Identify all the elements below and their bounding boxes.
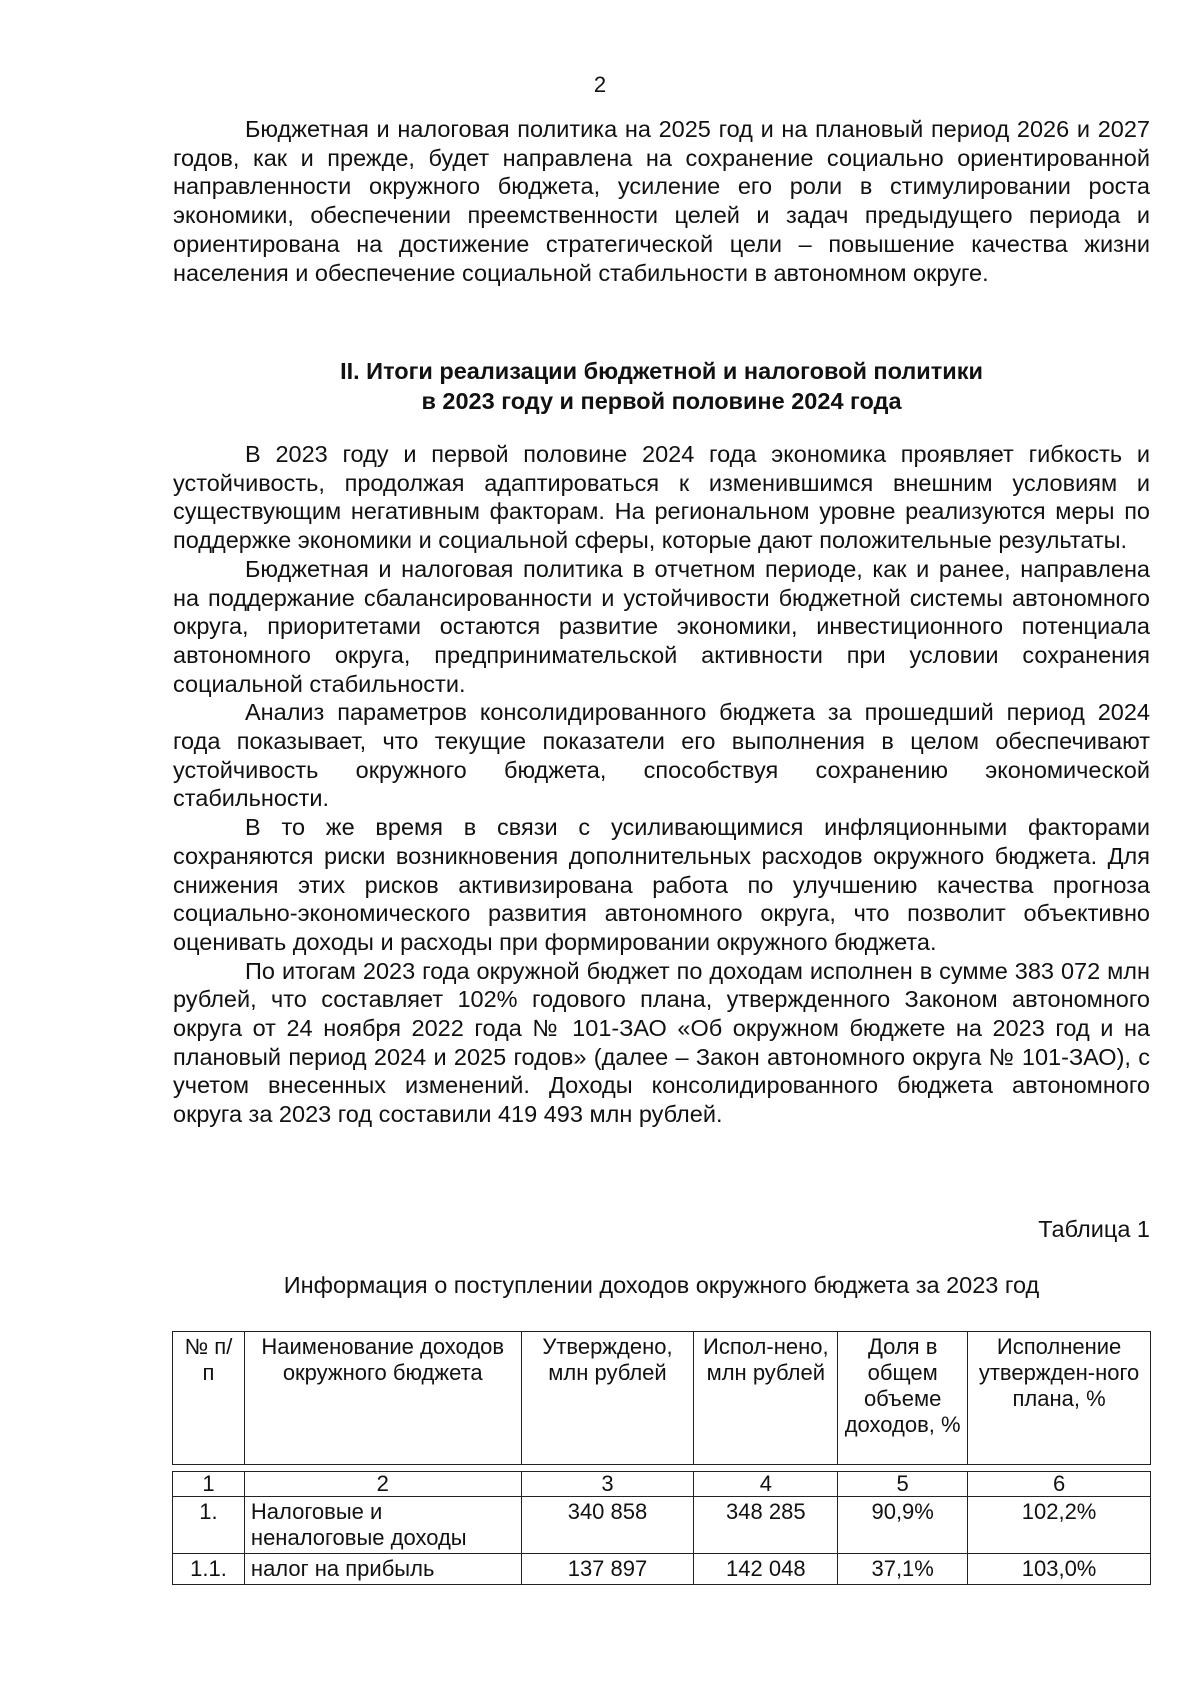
- row-plan-execution: 102,2%: [968, 1497, 1151, 1554]
- table-row: [173, 1497, 1151, 1554]
- row-number: 1.1.: [173, 1554, 245, 1585]
- column-number: 4: [694, 1472, 838, 1497]
- header-cell: Наименование доходов окружного бюджета: [244, 1332, 521, 1465]
- header-cell: № п/п: [173, 1332, 245, 1465]
- section-heading-line2: в 2023 году и первой половине 2024 года: [421, 388, 902, 414]
- row-share: 37,1%: [838, 1554, 968, 1585]
- paragraph: Бюджетная и налоговая политика в отчетном периоде, как и ранее, направлена на поддержание сбалансированности и устойчивости бюджетной системы автономного округа, приоритетами остаются развитие экономики, инвестиционного потенциала автономного округа, предпринимательской активности при условии сохранения социальной стабильности.: [173, 555, 1150, 697]
- paragraph: В 2023 году и первой половине 2024 года экономика проявляет гибкость и устойчивость, продолжая адаптироваться к изменившимся внешним условиям и существующим негативным факторам. На региональном уровне реализуются меры по поддержке экономики и социальной сферы, которые дают положительные результаты.: [173, 441, 1150, 554]
- column-number: 1: [173, 1472, 245, 1497]
- row-executed: 348 285: [694, 1497, 838, 1554]
- column-number: 6: [968, 1472, 1151, 1497]
- header-cell: Утверждено, млн рублей: [521, 1332, 694, 1465]
- row-name: налог на прибыль: [244, 1554, 521, 1585]
- table-title: Информация о поступлении доходов окружного бюджета за 2023 год: [283, 1272, 1040, 1298]
- column-number: 2: [244, 1472, 521, 1497]
- paragraph: В то же время в связи с усиливающимися инфляционными факторами сохраняются риски возникновения дополнительных расходов окружного бюджета. Для снижения этих рисков активизирована работа по улучшению качества прогноза социально-экономического развития автономного округа, что позволит объективно оценивать доходы и расходы при формировании окружного бюджета.: [173, 814, 1150, 955]
- column-number-row: [173, 1472, 1151, 1497]
- paragraph: По итогам 2023 года окружной бюджет по доходам исполнен в сумме 383 072 млн рублей, что составляет 102% годового плана, утвержденного Законом автономного округа от 24 ноября 2022 года № 101-ЗАО «Об окружном бюджете на 2023 год и на плановый период 2024 и 2025 годов» (далее – Закон автономного округа № 101-ЗАО), с учетом внесенных изменений. Доходы консолидированного бюджета автономного округа за 2023 год составили 419 493 млн рублей.: [173, 957, 1150, 1128]
- row-number: 1.: [173, 1497, 245, 1554]
- header-cell: Исполнение утвержден-ного плана, %: [968, 1332, 1151, 1465]
- table-separator: [173, 1465, 1151, 1472]
- header-cell: Испол-нено, млн рублей: [694, 1332, 838, 1465]
- section-heading: [173, 356, 1150, 416]
- intro-paragraph: Бюджетная и налоговая политика на 2025 год и на плановый период 2026 и 2027 годов, как и прежде, будет направлена на сохранение социально ориентированной направленности окружного бюджета, усиление его роли в стимулировании роста экономики, обеспечении преемственности целей и задач предыдущего периода и ориентирована на достижение стратегической цели – повышение качества жизни населения и обеспечение социальной стабильности в автономном округе.: [173, 116, 1150, 286]
- column-number: 3: [521, 1472, 694, 1497]
- section-heading-line1: II. Итоги реализации бюджетной и налоговой политики: [340, 358, 983, 384]
- row-executed: 142 048: [694, 1554, 838, 1585]
- row-name: Налоговые и неналоговые доходы: [244, 1497, 521, 1554]
- revenue-table: [172, 1331, 1151, 1585]
- row-approved: 137 897: [521, 1554, 694, 1585]
- header-cell: Доля в общем объеме доходов, %: [838, 1332, 968, 1465]
- table-note: Таблица 1: [1038, 1216, 1150, 1242]
- intro-block: [173, 115, 1150, 287]
- section-body: [173, 440, 1150, 1129]
- row-share: 90,9%: [838, 1497, 968, 1554]
- row-approved: 340 858: [521, 1497, 694, 1554]
- paragraph: Анализ параметров консолидированного бюджета за прошедший период 2024 года показывает, что текущие показатели его выполнения в целом обеспечивают устойчивость окружного бюджета, способствуя сохранению экономической стабильности.: [173, 699, 1150, 812]
- column-number: 5: [838, 1472, 968, 1497]
- row-plan-execution: 103,0%: [968, 1554, 1151, 1585]
- page-number: 2: [593, 72, 607, 97]
- table-row: [173, 1554, 1151, 1585]
- table-header-row: [173, 1332, 1151, 1465]
